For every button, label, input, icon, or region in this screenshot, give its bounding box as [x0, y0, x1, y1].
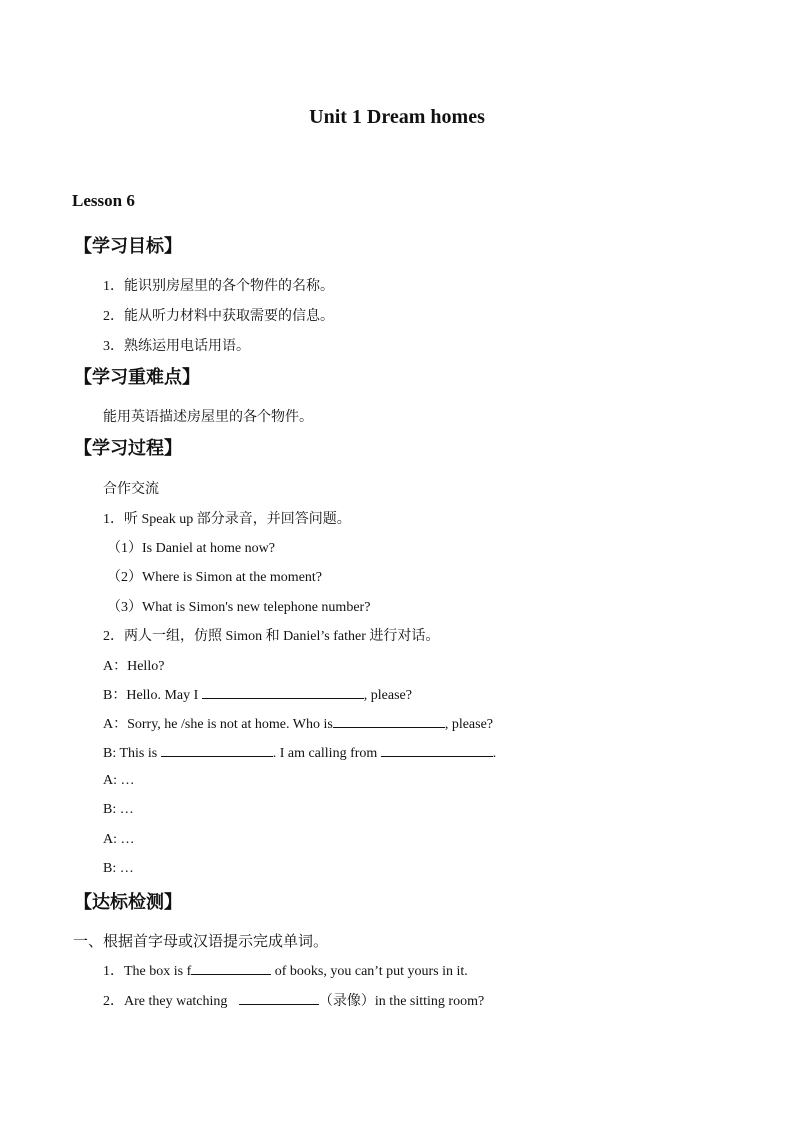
dialogue-text: . I am calling from	[272, 746, 381, 761]
process-intro: 合作交流	[103, 482, 159, 497]
objectives-heading: 【学习目标】	[74, 236, 182, 257]
dialogue-line	[103, 744, 496, 762]
key-points-heading: 【学习重难点】	[74, 367, 200, 388]
answer-blank[interactable]	[202, 686, 364, 699]
test-heading: 【达标检测】	[74, 892, 182, 913]
objective-item: 3．熟练运用电话用语。	[103, 339, 250, 354]
answer-blank[interactable]	[333, 715, 445, 728]
task-2: 2．两人一组，仿照 Simon 和 Daniel’s father 进行对话。	[103, 629, 440, 644]
test-question	[103, 960, 468, 980]
answer-blank[interactable]	[239, 992, 319, 1005]
question-item: （2）Where is Simon at the moment?	[107, 570, 323, 585]
key-points-text: 能用英语描述房屋里的各个物件。	[103, 410, 313, 425]
dialogue-line: A：Hello?	[103, 659, 165, 674]
dialogue-line	[103, 713, 493, 733]
question-item: （1）Is Daniel at home now?	[107, 541, 275, 556]
objective-item: 2．能从听力材料中获取需要的信息。	[103, 309, 334, 324]
answer-blank[interactable]	[191, 962, 271, 975]
answer-blank[interactable]	[161, 744, 273, 757]
test-question	[103, 990, 484, 1010]
dialogue-line: A: …	[103, 773, 135, 788]
page-title: Unit 1 Dream homes	[309, 106, 485, 128]
objective-item: 1．能识别房屋里的各个物件的名称。	[103, 279, 334, 294]
dialogue-text: , please?	[444, 717, 494, 732]
dialogue-line: B: …	[103, 802, 134, 817]
dialogue-text: .	[492, 746, 497, 761]
lesson-heading: Lesson 6	[72, 191, 135, 210]
dialogue-text: B: This is	[103, 746, 161, 761]
dialogue-line: B: …	[103, 861, 134, 876]
question-text: 2．Are they watching	[103, 994, 231, 1009]
question-text: of books, you can’t put yours in it.	[271, 964, 468, 979]
question-item: （3）What is Simon's new telephone number?	[107, 600, 371, 615]
question-text: 1．The box is f	[103, 964, 192, 979]
process-heading: 【学习过程】	[74, 438, 182, 459]
dialogue-text: B：Hello. May I	[103, 688, 202, 703]
dialogue-text: , please?	[363, 688, 412, 703]
question-text: （录像）in the sitting room?	[318, 994, 485, 1009]
dialogue-text: A：Sorry, he /she is not at home. Who is	[103, 717, 333, 732]
dialogue-line	[103, 684, 412, 704]
test-part-1: 一、根据首字母或汉语提示完成单词。	[73, 934, 329, 950]
task-1: 1．听 Speak up 部分录音，并回答问题。	[103, 512, 351, 527]
answer-blank[interactable]	[381, 744, 493, 757]
dialogue-line: A: …	[103, 832, 135, 847]
